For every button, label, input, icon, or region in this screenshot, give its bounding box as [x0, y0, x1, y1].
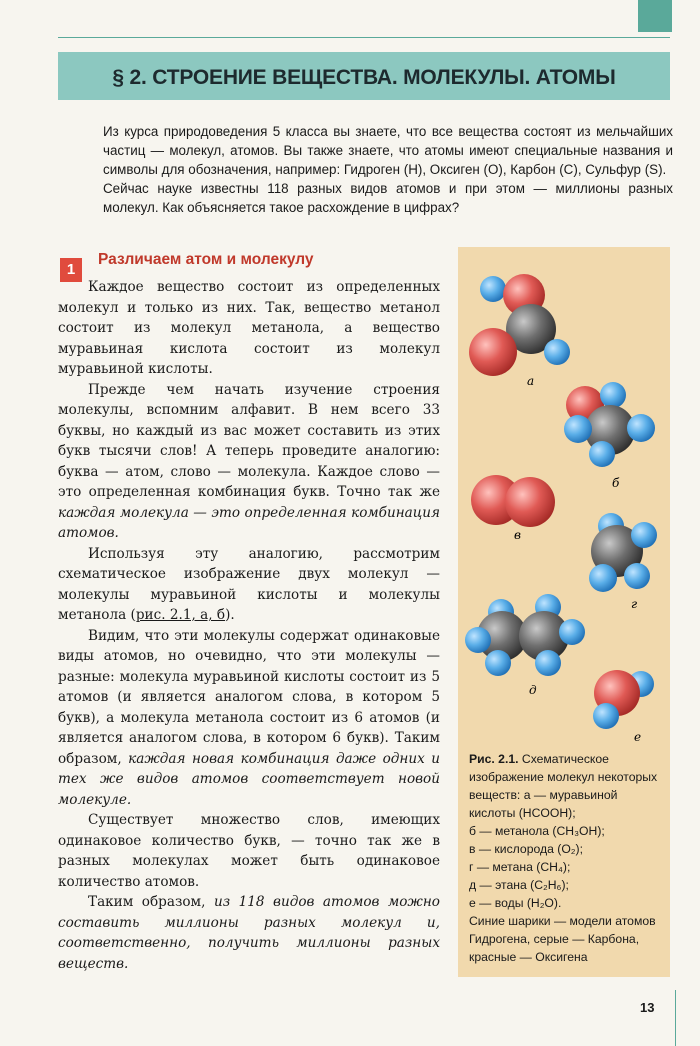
molecule-water — [593, 670, 654, 729]
section-title: Различаем атом и молекулу — [98, 251, 314, 268]
hydrogen-atom — [485, 650, 511, 676]
paragraph-2-text: Прежде чем начать изучение строения молекулы, вспомним алфавит. В нем всего 33 буквы, но каждый из вас может составить из этих букв тысячи слов! А теперь проведите аналогию: буква — атом, слово — молекула. Каждое слово — это определенная комбинация букв. Точно так же — [58, 381, 440, 500]
label-v: в — [514, 528, 521, 542]
oxygen-atom — [469, 328, 517, 376]
label-b: б — [612, 476, 620, 490]
paragraph-4-text: Видим, что эти молекулы содержат одинаковые виды атомов, но очевидно, что эти молекулы — разные: молекула муравьиной кислоты состоит из 5 атомов (и является аналогом слова, в котором 5 букв), а молекула метанола состоит из 6 атомов (и является аналогом слова, в котором 6 букв). Таким образом, — [58, 627, 440, 767]
molecule-oxygen — [471, 475, 555, 527]
caption-legend: Синие шарики — модели атомов Гидрогена, серые — Карбона, красные — Оксигена — [469, 914, 656, 964]
label-d: д — [529, 683, 537, 697]
paragraph-6-text: Таким образом, — [88, 894, 214, 910]
paragraph-3-text: Используя эту аналогию, рассмотрим схематическое изображение двух молекул — молекулы муравьиной кислоты и молекулы метанола ( — [58, 545, 440, 623]
hydrogen-atom — [627, 414, 655, 442]
paragraph-2-emphasis: каждая молекула — это определенная комбинация атомов. — [58, 504, 440, 541]
hydrogen-atom — [559, 619, 585, 645]
hydrogen-atom — [624, 563, 650, 589]
hydrogen-atom — [589, 441, 615, 467]
paragraph-6-emphasis: из 118 видов атомов можно составить миллионы разных молекул и, соответственно, получить миллионы разных веществ. — [58, 894, 440, 972]
paragraph-4-emphasis: каждая новая комбинация даже одних и тех же видов атомов соответствует новой молекуле. — [58, 750, 440, 808]
hydrogen-atom — [589, 564, 617, 592]
hydrogen-atom — [593, 703, 619, 729]
figure-reference-link[interactable]: рис. 2.1, а, б — [135, 607, 226, 623]
hydrogen-atom — [564, 415, 592, 443]
molecule-formic-acid — [469, 274, 570, 376]
paragraph-5: Существует множество слов, имеющих одинаковое количество букв, — точно так же в разных молекулах может быть одинаковое количество атомов. — [58, 812, 440, 890]
oxygen-atom — [505, 477, 555, 527]
molecule-ethane — [465, 594, 585, 676]
hydrogen-atom — [480, 276, 506, 302]
caption-heading: Рис. 2.1. — [469, 752, 519, 766]
page-number: 13 — [640, 1000, 655, 1015]
intro-paragraph-2: Сейчас науке известны 118 разных видов атомов и при этом — миллионы разных молекул. Как объясняется такое расхождение в цифрах? — [103, 181, 673, 215]
hydrogen-atom — [631, 522, 657, 548]
caption-line-2: б — метанола (CH₃OH); — [469, 824, 605, 838]
label-e: е — [634, 730, 642, 744]
page-title: § 2. СТРОЕНИЕ ВЕЩЕСТВА. МОЛЕКУЛЫ. АТОМЫ — [112, 66, 616, 89]
caption-line-5: д — этана (C₂H₆); — [469, 878, 569, 892]
hydrogen-atom — [544, 339, 570, 365]
paragraph-3-tail: ). — [225, 607, 235, 623]
caption-line-6: е — воды (H₂O). — [469, 896, 562, 910]
caption-line-3: в — кислорода (O₂); — [469, 842, 583, 856]
label-a: а — [527, 374, 535, 388]
label-g: г — [631, 597, 638, 611]
hydrogen-atom — [465, 627, 491, 653]
figure-caption — [469, 750, 665, 966]
intro-paragraph-1: Из курса природоведения 5 класса вы знаете, что все вещества состоят из мельчайших частиц — молекул, атомов. Вы также знаете, что атомы имеют специальные названия и символы для обозначения, например: Гидроген (H), Оксиген (O), Карбон (C), Сульфур (S). — [103, 124, 673, 177]
molecule-methanol — [564, 382, 655, 467]
paragraph-1: Каждое вещество состоит из определенных молекул и только из них. Так, вещество метанол состоит из молекул метанола, а вещество муравьиная кислота состоит из молекул муравьиной кислоты. — [58, 279, 440, 377]
molecule-methane — [589, 513, 657, 592]
right-rule — [675, 990, 676, 1046]
section-number-badge: 1 — [60, 258, 82, 282]
caption-line-1: Схематическое изображение молекул некоторых веществ: а — муравьиной кислоты (HCOOH); — [469, 752, 658, 820]
hydrogen-atom — [600, 382, 626, 408]
hydrogen-atom — [535, 650, 561, 676]
caption-line-4: г — метана (CH₄); — [469, 860, 571, 874]
